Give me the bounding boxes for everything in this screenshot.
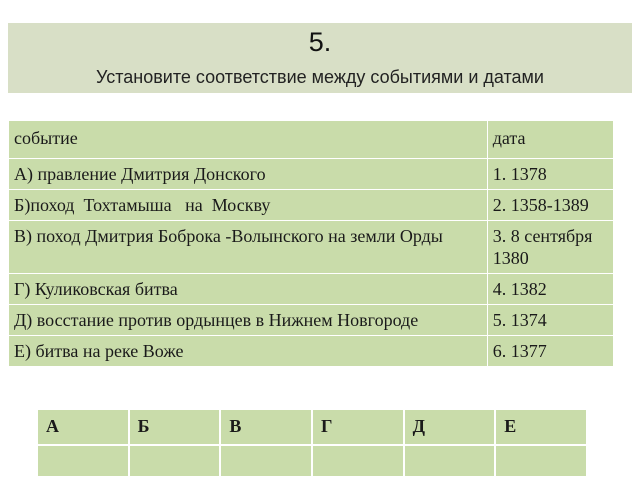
date-cell: 1. 1378: [487, 159, 613, 190]
table-header-row: [9, 121, 614, 159]
table-row: [9, 221, 614, 274]
answer-letter: Д: [404, 409, 496, 445]
date-cell: 5. 1374: [487, 305, 613, 336]
table-row: [9, 274, 614, 305]
answer-letter: Е: [495, 409, 587, 445]
column-header-date: дата: [487, 121, 613, 159]
event-cell: А) правление Дмитрия Донского: [9, 159, 488, 190]
table-row: [9, 159, 614, 190]
task-header: [8, 23, 632, 93]
answer-cell[interactable]: [220, 445, 312, 477]
answer-letter: Б: [129, 409, 221, 445]
answer-input-row: [37, 445, 587, 477]
answer-cell[interactable]: [495, 445, 587, 477]
answer-letters-row: [37, 409, 587, 445]
event-cell: Д) восстание против ордынцев в Нижнем Новгороде: [9, 305, 488, 336]
answer-cell[interactable]: [37, 445, 129, 477]
table-row: [9, 305, 614, 336]
answer-letter: Г: [312, 409, 404, 445]
table-row: [9, 336, 614, 367]
event-cell: Г) Куликовская битва: [9, 274, 488, 305]
answer-cell[interactable]: [404, 445, 496, 477]
task-instruction: Установите соответствие между событиями и датами: [96, 67, 544, 87]
answer-cell[interactable]: [129, 445, 221, 477]
event-cell: В) поход Дмитрия Боброка -Волынского на земли Орды: [9, 221, 488, 274]
event-cell: Б)поход Тохтамыша на Москву: [9, 190, 488, 221]
events-dates-table: [8, 120, 614, 367]
table-row: [9, 190, 614, 221]
date-cell: 4. 1382: [487, 274, 613, 305]
answer-letter: А: [37, 409, 129, 445]
date-cell: 3. 8 сентября 1380: [487, 221, 613, 274]
date-cell: 2. 1358-1389: [487, 190, 613, 221]
answer-grid: [36, 408, 588, 478]
event-cell: Е) битва на реке Воже: [9, 336, 488, 367]
column-header-event: событие: [9, 121, 488, 159]
answer-letter: В: [220, 409, 312, 445]
task-number: 5.: [308, 27, 332, 57]
date-cell: 6. 1377: [487, 336, 613, 367]
answer-cell[interactable]: [312, 445, 404, 477]
